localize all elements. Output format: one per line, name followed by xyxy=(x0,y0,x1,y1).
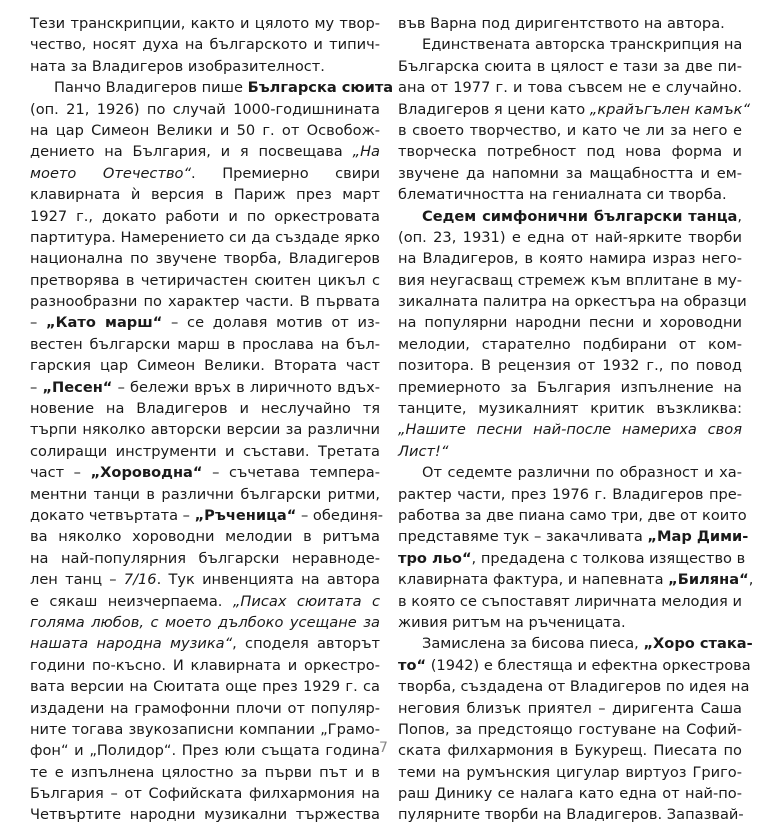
text-run: е сякаш неизчерпаема. xyxy=(30,592,233,610)
bold-text: Българска сюита xyxy=(247,79,394,97)
text-line xyxy=(30,441,380,462)
text-run: във Варна под диригентството на автора. xyxy=(398,15,725,32)
text-line xyxy=(30,526,380,547)
text-run: – съчетава темпера- xyxy=(202,464,380,482)
text-line xyxy=(398,398,742,419)
text-line xyxy=(30,419,380,440)
text-run: ните тогава звукозаписни компании „Грамо- xyxy=(30,720,380,738)
text-line xyxy=(398,163,742,184)
text-run: ментни танци в различни български ритми, xyxy=(30,485,380,503)
italic-text: нашата народна музика“ xyxy=(30,635,233,653)
text-line xyxy=(30,99,380,120)
text-run: пулярните творби на Владигеров. Запазвай- xyxy=(398,806,744,824)
text-run: (оп. 21, 1926) по случай 1000-годишнината xyxy=(30,100,380,118)
italic-text: „Писах сюитата с xyxy=(232,592,380,610)
text-line xyxy=(398,783,742,804)
text-line xyxy=(398,377,742,398)
text-run: , предадена с толкова изящество в xyxy=(471,549,746,567)
text-run: – се долавя мотив от из- xyxy=(162,314,381,332)
text-run: Панчо Владигеров пише xyxy=(54,79,248,97)
text-run: клавирната ѝ версия в Париж през март xyxy=(30,186,380,204)
text-run: чество, носят духа на българското и типич- xyxy=(30,36,380,54)
text-run: – xyxy=(30,314,47,332)
text-line xyxy=(30,77,394,98)
text-run: звучене да напомни за мащабността и ем- xyxy=(398,164,742,182)
italic-text: моето Отечество“ xyxy=(30,164,192,182)
text-line xyxy=(30,13,380,34)
text-column-left xyxy=(30,13,394,826)
bold-text: „Мар Дими- xyxy=(647,528,749,546)
bold-text: то“ xyxy=(398,656,427,674)
text-run: работва за две пиана само три, две от които xyxy=(398,506,747,524)
bold-text: Седем симфонични български танца xyxy=(422,207,738,225)
text-run: на Владигеров, в която намира израз него- xyxy=(398,250,742,268)
text-line xyxy=(398,270,742,291)
text-line xyxy=(398,548,746,569)
text-run: Замислена за бисова пиеса, xyxy=(422,635,644,653)
text-line xyxy=(30,698,380,719)
text-run: танците, музикалният критик възкликва: xyxy=(398,400,742,418)
text-run: лен танц – xyxy=(30,571,124,589)
text-line xyxy=(30,591,380,612)
bold-text: „Биляна“ xyxy=(668,571,749,589)
text-line xyxy=(398,312,742,333)
text-line xyxy=(30,163,380,184)
text-line xyxy=(30,505,383,526)
text-run: ната за Владигеров изобразителност. xyxy=(30,57,325,75)
text-line xyxy=(398,56,742,77)
text-line xyxy=(398,99,751,120)
text-run: творба, създадена от Владигеров по идея на xyxy=(398,678,750,696)
text-line xyxy=(30,612,380,633)
text-line xyxy=(398,591,742,612)
text-run: Единствената авторска транскрипция на xyxy=(422,36,743,54)
text-line xyxy=(398,13,742,34)
text-run: търпи няколко авторски версии за различни xyxy=(30,421,380,439)
text-run: част – xyxy=(30,464,91,482)
text-run: Попов, за предстоящо гостуване на Софий- xyxy=(398,720,742,738)
text-line xyxy=(30,804,380,825)
text-run: , xyxy=(737,207,742,225)
text-run: творческа потребност под нова форма и xyxy=(398,143,742,161)
text-line xyxy=(30,676,380,697)
text-run: те е изпълнена цялостно за първи път и в xyxy=(30,763,380,781)
text-run: гарския цар Симеон Велики. Втората част xyxy=(30,357,380,375)
italic-text: „крайъгълен камък“ xyxy=(589,100,751,118)
text-run: на популярни народни песни и хороводни xyxy=(398,314,742,332)
bold-text: тро льо“ xyxy=(398,549,472,567)
text-line xyxy=(398,77,742,98)
text-line xyxy=(30,34,380,55)
text-run: Българска сюита в цялост е тази за две пи- xyxy=(398,57,742,75)
text-line xyxy=(30,377,380,398)
text-line xyxy=(398,248,742,269)
text-run: . Премиерно свири xyxy=(191,164,380,182)
text-run: претворява в четиричастен сюитен цикъл с xyxy=(30,271,380,289)
text-line xyxy=(398,698,742,719)
text-line xyxy=(30,548,380,569)
text-run: дението на България, и я посвещава xyxy=(30,143,353,161)
text-line xyxy=(398,762,742,783)
text-line xyxy=(398,355,742,376)
text-line xyxy=(398,184,742,205)
text-run: Тези транскрипции, както и цялото му твор- xyxy=(30,15,380,32)
text-run: , xyxy=(748,571,754,589)
text-line xyxy=(398,441,742,462)
text-line xyxy=(30,184,380,205)
text-run: (оп. 23, 1931) е една от най-ярките творби xyxy=(398,228,742,246)
text-run: в която се съпоставят лиричната мелодия и xyxy=(398,592,742,610)
text-run: разнообразни по характер части. В първата xyxy=(30,293,380,311)
text-line xyxy=(30,762,380,783)
text-run: премиерното за България изпълнение на xyxy=(398,378,742,396)
text-run: на най-популярния български неравноде- xyxy=(30,549,380,567)
text-run: ската филхармония в Букурещ. Пиесата по xyxy=(398,742,742,760)
text-line xyxy=(30,569,380,590)
bold-text: „Хоро стака- xyxy=(643,635,753,653)
text-line xyxy=(398,419,742,440)
text-column-right xyxy=(398,13,754,826)
text-run: издадени на грамофонни плочи от популяр- xyxy=(30,699,380,717)
text-run: блематичността на гениалната си творба. xyxy=(398,186,727,204)
text-run: Четвъртите народни музикални тържества xyxy=(30,806,380,824)
text-run: години по-късно. И клавирната и оркестро- xyxy=(30,656,380,674)
bold-text: „Като марш“ xyxy=(46,314,163,332)
text-line xyxy=(30,655,380,676)
text-run: вестен български марш в прослава на бъл- xyxy=(30,335,380,353)
text-run: мелодии, старателно подбирани от ком- xyxy=(398,335,742,353)
text-run: – обединя- xyxy=(296,506,383,524)
text-run: 1927 г., докато работи и по оркестровата xyxy=(30,207,380,225)
text-line xyxy=(30,206,380,227)
text-line xyxy=(398,612,742,633)
text-line xyxy=(30,141,380,162)
text-line xyxy=(30,334,380,355)
text-run: теми на румънския цигулар виртуоз Григо- xyxy=(398,763,742,781)
text-line xyxy=(398,526,749,547)
text-line xyxy=(30,462,380,483)
text-line xyxy=(30,56,380,77)
text-line xyxy=(398,141,742,162)
text-line xyxy=(398,120,742,141)
text-run: От седемте различни по образност и ха- xyxy=(422,464,742,482)
text-run: фон“ и „Полидор“. През юли същата година xyxy=(30,742,380,760)
text-run: рактер части, през 1976 г. Владигеров пре- xyxy=(398,485,742,503)
text-run: . Тук инвенцията на автора xyxy=(156,571,381,589)
text-run: живия ритъм на ръченицата. xyxy=(398,613,626,631)
text-run: зикалната палитра на оркестъра на образци xyxy=(398,293,747,311)
text-line xyxy=(398,334,742,355)
text-line xyxy=(30,484,380,505)
text-line xyxy=(398,719,742,740)
text-line xyxy=(30,312,380,333)
text-line xyxy=(30,120,380,141)
text-line xyxy=(398,505,747,526)
text-line xyxy=(398,227,742,248)
text-line xyxy=(398,291,747,312)
text-line xyxy=(398,804,742,825)
text-line xyxy=(30,248,380,269)
text-line xyxy=(398,655,751,676)
bold-text: „Песен“ xyxy=(42,378,113,396)
text-line xyxy=(398,569,754,590)
italic-text: „На xyxy=(352,143,380,161)
text-run: солиращи инструменти и състави. Третата xyxy=(30,442,380,460)
text-line xyxy=(30,783,380,804)
text-run: новение на Владигеров и неслучайно тя xyxy=(30,400,380,418)
text-run: ва няколко хороводни мелодии в ритъма xyxy=(30,528,380,546)
text-line xyxy=(398,206,742,227)
text-run: – xyxy=(30,378,43,396)
text-line xyxy=(398,676,750,697)
text-run: Владигеров я цени като xyxy=(398,100,590,118)
text-run: национална по звучене творба, Владигеров xyxy=(30,250,380,268)
text-run: вия неугасващ стремеж към вплитане в му- xyxy=(398,271,742,289)
text-run: (1942) е блестяща и ефектна оркестрова xyxy=(426,656,751,674)
text-run: позитора. В рецензия от 1932 г., по повод xyxy=(398,357,742,375)
text-line xyxy=(30,719,380,740)
text-line xyxy=(398,462,742,483)
text-run: ана от 1977 г. и това съвсем не е случайно. xyxy=(398,79,742,97)
text-line xyxy=(30,291,380,312)
text-run: неговия близък приятел – диригента Саша xyxy=(398,699,742,717)
text-run: в своето творчество, и като че ли за него е xyxy=(398,121,742,139)
text-line xyxy=(30,633,380,654)
text-line xyxy=(30,227,380,248)
text-run: клавирната фактура, и напевната xyxy=(398,571,669,589)
text-run: България – от Софийската филхармония на xyxy=(30,785,380,803)
italic-text: „Нашите песни най-после намериха своя xyxy=(398,421,742,439)
text-run: докато четвъртата – xyxy=(30,506,195,524)
text-line xyxy=(30,270,380,291)
text-run: партитура. Намерението си да създаде ярко xyxy=(30,228,380,246)
text-run: представяме тук – закачливата xyxy=(398,528,648,546)
text-line xyxy=(398,633,753,654)
text-run: на цар Симеон Велики и 50 г. от Освобож- xyxy=(30,121,380,139)
italic-text: 7/16 xyxy=(123,571,157,589)
text-run: – бележи връх в лиричното вдъх- xyxy=(112,378,381,396)
text-line xyxy=(398,484,742,505)
text-line xyxy=(398,34,742,55)
italic-text: Лист!“ xyxy=(398,442,449,460)
page-number: 7 xyxy=(379,740,388,756)
text-run: раш Динику се налага като една от най-по- xyxy=(398,785,742,803)
italic-text: голяма любов, с моето дълбоко усещане за xyxy=(30,613,380,631)
text-line xyxy=(30,355,380,376)
bold-text: „Хороводна“ xyxy=(90,464,203,482)
text-run: , споделя авторът xyxy=(232,635,381,653)
text-run: вата версии на Сюитата още през 1929 г. са xyxy=(30,678,380,696)
bold-text: „Ръченица“ xyxy=(194,506,297,524)
text-line xyxy=(30,398,380,419)
